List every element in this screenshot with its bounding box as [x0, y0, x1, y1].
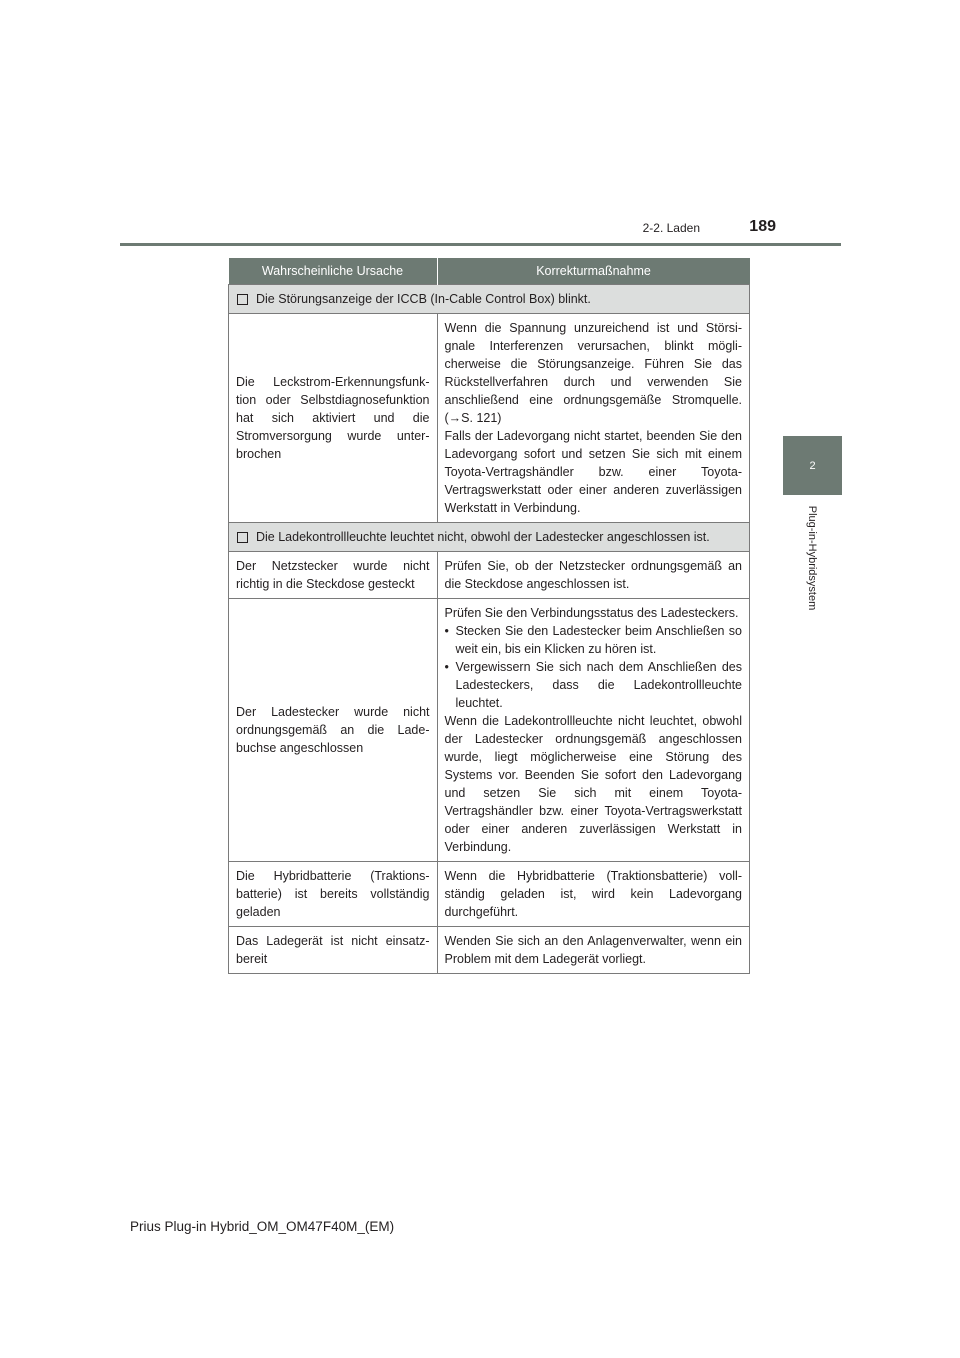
checkbox-square-icon: [237, 532, 248, 543]
checkbox-square-icon: [237, 294, 248, 305]
action-paragraph: Wenn die Spannung unzureichend ist und Störsignale Interferenzen verursachen, blinkt möglicherweise die Störungsanzeige. Führen Sie das Rückstellverfahren durch und verwenden Sie anschließend eine ordnungsgemäße Stromquelle. (→S. 121): [444, 321, 742, 425]
group-title: Die Ladekontrollleuchte leuchtet nicht, obwohl der Ladestecker angeschlossen ist.: [256, 530, 710, 544]
chapter-title: Plug-in-Hybridsystem: [806, 505, 818, 611]
table-header-row: [229, 258, 750, 285]
bullet-icon: •: [444, 660, 449, 674]
action-cell: Prüfen Sie, ob der Netzstecker ordnungsgemäß an die Steckdose angeschlossen ist.: [437, 552, 750, 599]
table-row: [229, 862, 750, 927]
bullet-icon: •: [444, 624, 449, 638]
header-rule: [120, 243, 841, 246]
page-number: 189: [749, 218, 776, 235]
table-row: [229, 314, 750, 523]
column-header-action: Korrekturmaßnahme: [437, 258, 750, 285]
table-group-row: [229, 285, 750, 314]
bullet-text: Vergewissern Sie sich nach dem Anschließen des Ladesteckers, dass die Ladekontrollleuchte leuchtet.: [455, 660, 742, 710]
cause-cell: Der Netzstecker wurde nicht richtig in die Steckdose gesteckt: [229, 552, 438, 599]
cause-cell: Die Leckstrom-Erkennungsfunktion oder Selbstdiagnosefunktion hat sich aktiviert und die Stromversorgung wurde unterbrochen: [229, 314, 438, 523]
cause-cell: Das Ladegerät ist nicht einsatzbereit: [229, 927, 438, 974]
group-title: Die Störungsanzeige der ICCB (In-Cable Control Box) blinkt.: [256, 292, 591, 306]
table-row: [229, 552, 750, 599]
cause-cell: Die Hybridbatterie (Traktionsbatterie) ist bereits vollständig geladen: [229, 862, 438, 927]
table-row: [229, 927, 750, 974]
action-cell: [437, 314, 750, 523]
bullet-item: [445, 622, 743, 658]
action-cell: Wenn die Hybridbatterie (Traktionsbatterie) vollständig geladen ist, wird kein Ladevorgang durchgeführt.: [437, 862, 750, 927]
cause-cell: Der Ladestecker wurde nicht ordnungsgemäß an die Ladebuchse angeschlossen: [229, 599, 438, 862]
footer-model-code: Prius Plug-in Hybrid_OM_OM47F40M_(EM): [130, 1219, 395, 1234]
bullet-text: Stecken Sie den Ladestecker beim Anschließen so weit ein, bis ein Klicken zu hören ist.: [455, 624, 742, 656]
chapter-number: 2: [809, 459, 816, 472]
section-label: 2-2. Laden: [642, 221, 700, 235]
action-paragraph: Falls der Ladevorgang nicht startet, beenden Sie den Ladevorgang sofort und setzen Sie sich mit einem Toyota-Vertragshändler bzw. einer Toyota-Vertragswerkstatt oder einer anderen zuverlässigen Werkstatt in Verbindung.: [444, 429, 742, 515]
action-paragraph: Prüfen Sie den Verbindungsstatus des Ladesteckers.: [444, 606, 739, 620]
action-cell: [437, 599, 750, 862]
bullet-item: [445, 658, 743, 712]
column-header-cause: Wahrscheinliche Ursache: [229, 258, 438, 285]
table-row: [229, 599, 750, 862]
action-cell: Wenden Sie sich an den Anlagenverwalter, wenn ein Problem mit dem Ladegerät vorliegt.: [437, 927, 750, 974]
action-paragraph: Wenn die Ladekontrollleuchte nicht leuchtet, obwohl der Ladestecker ordnungsgemäß angeschlossen wurde, liegt möglicherweise eine Störung des Systems vor. Beenden Sie sofort den Ladevorgang und setzen Sie sich mit einem Toyota-Vertragshändler bzw. einer Toyota-Vertragswerkstatt oder einer anderen zuverlässigen Werkstatt in Verbindung.: [444, 714, 742, 854]
table-group-row: [229, 523, 750, 552]
troubleshooting-table: [228, 258, 750, 974]
chapter-tab: [783, 436, 842, 495]
